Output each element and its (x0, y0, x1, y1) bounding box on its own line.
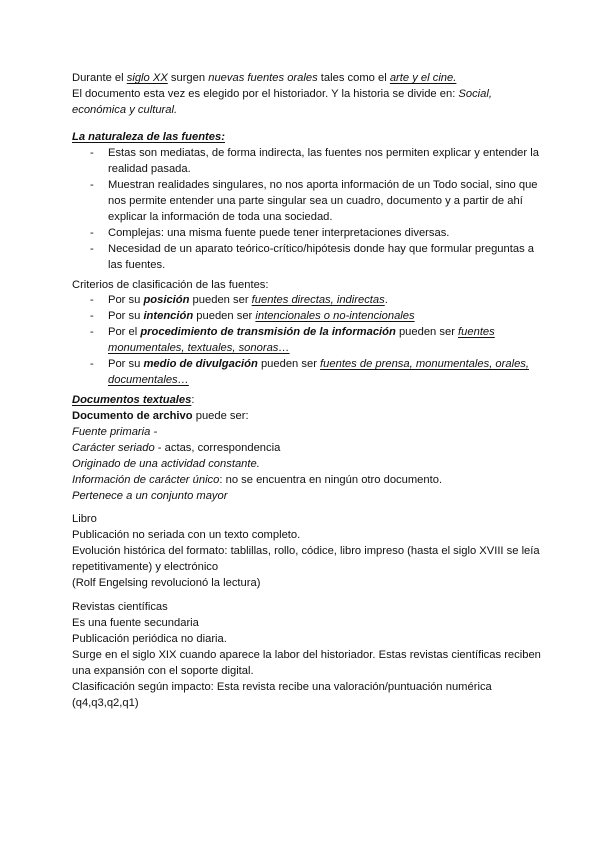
list-item: - Por su posición pueden ser fuentes directas, indirectas. (72, 292, 542, 308)
criterios-heading: Criterios de clasificación de las fuentes: (72, 279, 269, 291)
list-item: - Estas son mediatas, de forma indirecta, las fuentes nos permiten explicar y entender la realidad pasada. (72, 145, 542, 177)
nuevas-fuentes-text: nuevas fuentes orales (208, 72, 318, 84)
intro-text: El documento esta vez es elegido por el historiador. Y la historia se divide en: (72, 88, 459, 100)
list-item: - Muestran realidades singulares, no nos aporta información de un Todo social, sino que nos permite entender una parte singular sea un cuadro, documento y a partir de ahí explicar la información de toda una sociedad. (72, 177, 542, 225)
list-item: - Necesidad de un aparato teórico-crítico/hipótesis donde hay que formular preguntas a las fuentes. (72, 241, 542, 273)
list-item: - Por el procedimiento de transmisión de la información pueden ser fuentes monumentales, textuales, sonoras… (72, 324, 542, 356)
documento-line: Originado de una actividad constante. (72, 458, 260, 470)
list-item: - Por su medio de divulgación pueden ser fuentes de prensa, monumentales, orales, documentales… (72, 356, 542, 388)
documento-line: Información de carácter único (72, 474, 220, 486)
criterio-value: intencionales o no-intencionales (255, 310, 415, 322)
criterio-value: fuentes monumentales, textuales, sonoras… (108, 326, 495, 354)
arte-cine-text: arte y el cine. (389, 72, 457, 84)
documentos-heading: Documentos textuales (72, 394, 192, 406)
criterio-key: procedimiento de transmisión de la información (140, 326, 396, 338)
criterio-value: fuentes directas, indirectas (251, 294, 385, 306)
criterio-key: medio de divulgación (143, 358, 258, 370)
criterios-list (72, 292, 542, 388)
intro-paragraph (72, 70, 542, 118)
intro-text: surgen (167, 72, 209, 84)
revistas-section: Revistas científicas Es una fuente secundaria Publicación periódica no diaria. Surge en el siglo XIX cuando aparece la labor del historiador. Estas revistas científicas reciben una expansión con el soporte digital. Clasificación según impacto: Esta revista recibe una valoración/puntuación numérica (q4,q3,q2,q1) (72, 601, 541, 709)
revistas-title: Revistas científicas (72, 601, 168, 613)
naturaleza-heading: La naturaleza de las fuentes: (72, 131, 225, 143)
criterio-key: intención (143, 310, 194, 322)
archivo-label: Documento de archivo (72, 410, 193, 422)
naturaleza-list (72, 145, 542, 273)
intro-text: Durante el (72, 72, 127, 84)
documentos-section: Documentos textuales: Documento de archivo puede ser: Fuente primaria - Carácter seriado - actas, correspondencia Originado de una actividad constante. Información de carácter único: no se encuentra en ningún otro documento. Pertenece a un conjunto mayor (72, 394, 443, 502)
list-item: - Por su intención pueden ser intencionales o no-intencionales (72, 308, 542, 324)
documento-line: Carácter seriado (72, 442, 155, 454)
libro-title: Libro (72, 513, 97, 525)
libro-section: Libro Publicación no seriada con un texto completo. Evolución histórica del formato: tablillas, rollo, códice, libro impreso (hasta el siglo XVIII se leía repetitivamente) y electrónico (Rolf Engelsing revolucionó la lectura) (72, 513, 540, 589)
documento-line: Pertenece a un conjunto mayor (72, 490, 228, 502)
siglo-xx-link: siglo XX (126, 72, 168, 84)
division-text: Social, económica y cultural. (72, 88, 492, 116)
list-item: - Complejas: una misma fuente puede tener interpretaciones diversas. (72, 225, 542, 241)
criterio-value: fuentes de prensa, monumentales, orales, documentales… (108, 358, 530, 386)
intro-text: tales como el (317, 72, 390, 84)
criterio-key: posición (143, 294, 190, 306)
documento-line: Fuente primaria - (72, 426, 158, 438)
